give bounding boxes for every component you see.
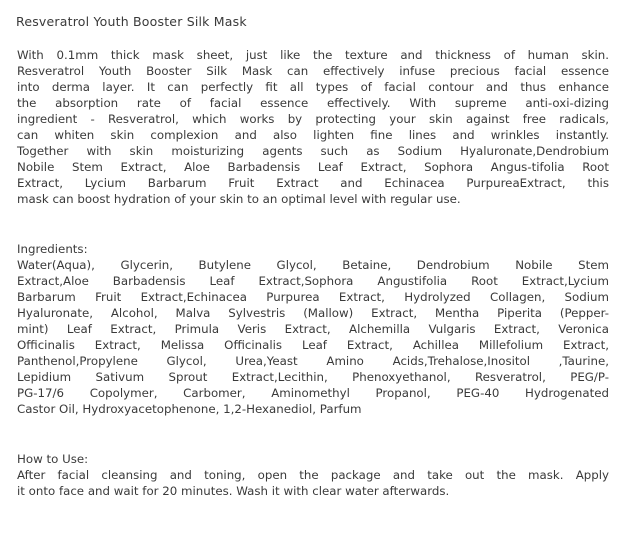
description-line: Extract, Lycium Barbarum Fruit Extract and Echinacea PurpureaExtract, this bbox=[17, 176, 609, 190]
ingredients-line: Lepidium Sativum Sprout Extract,Lecithin, Phenoxyethanol, Resveratrol, PEG/P- bbox=[17, 370, 609, 384]
how-to-use-heading: How to Use: bbox=[17, 452, 89, 466]
description-line: With 0.1mm thick mask sheet, just like the texture and thickness of human skin. bbox=[17, 48, 609, 62]
ingredients-line: PG-17/6 Copolymer, Carbomer, Aminomethyl Propanol, PEG-40 Hydrogenated bbox=[17, 386, 609, 400]
description-line: the absorption rate of facial essence effectively. With supreme anti-oxi-dizing bbox=[17, 96, 609, 110]
ingredients-line: Castor Oil, Hydroxyacetophenone, 1,2-Hexanediol, Parfum bbox=[17, 402, 362, 416]
ingredients-heading: Ingredients: bbox=[17, 242, 88, 256]
description-line: mask can boost hydration of your skin to an optimal level with regular use. bbox=[17, 192, 461, 206]
description-line: Resveratrol Youth Booster Silk Mask can effectively infuse precious facial essence bbox=[17, 64, 609, 78]
description-line: ingredient - Resveratrol, which works by protecting your skin against free radicals, bbox=[17, 112, 609, 126]
ingredients-line: Barbarum Fruit Extract,Echinacea Purpurea Extract, Hydrolyzed Collagen, Sodium bbox=[17, 290, 609, 304]
how-to-use-line: it onto face and wait for 20 minutes. Wash it with clear water afterwards. bbox=[17, 484, 450, 498]
ingredients-line: Extract,Aloe Barbadensis Leaf Extract,Sophora Angustifolia Root Extract,Lycium bbox=[17, 274, 609, 288]
description-line: into derma layer. It can perfectly fit all types of facial contour and thus enhance bbox=[17, 80, 609, 94]
product-title: Resveratrol Youth Booster Silk Mask bbox=[16, 14, 247, 29]
ingredients-line: Panthenol,Propylene Glycol, Urea,Yeast Amino Acids,Trehalose,Inositol ,Taurine, bbox=[17, 354, 609, 368]
ingredients-line: mint) Leaf Extract, Primula Veris Extract, Alchemilla Vulgaris Extract, Veronica bbox=[17, 322, 609, 336]
description-line: Together with skin moisturizing agents such as Sodium Hyaluronate,Dendrobium bbox=[17, 144, 609, 158]
ingredients-line: Hyaluronate, Alcohol, Malva Sylvestris (Mallow) Extract, Mentha Piperita (Pepper- bbox=[17, 306, 609, 320]
how-to-use-line: After facial cleansing and toning, open the package and take out the mask. Apply bbox=[17, 468, 609, 482]
ingredients-line: Water(Aqua), Glycerin, Butylene Glycol, Betaine, Dendrobium Nobile Stem bbox=[17, 258, 609, 272]
description-line: Nobile Stem Extract, Aloe Barbadensis Leaf Extract, Sophora Angus-tifolia Root bbox=[17, 160, 609, 174]
ingredients-line: Officinalis Extract, Melissa Officinalis Leaf Extract, Achillea Millefolium Extract, bbox=[17, 338, 609, 352]
description-line: can whiten skin complexion and also lighten fine lines and wrinkles instantly. bbox=[17, 128, 609, 142]
